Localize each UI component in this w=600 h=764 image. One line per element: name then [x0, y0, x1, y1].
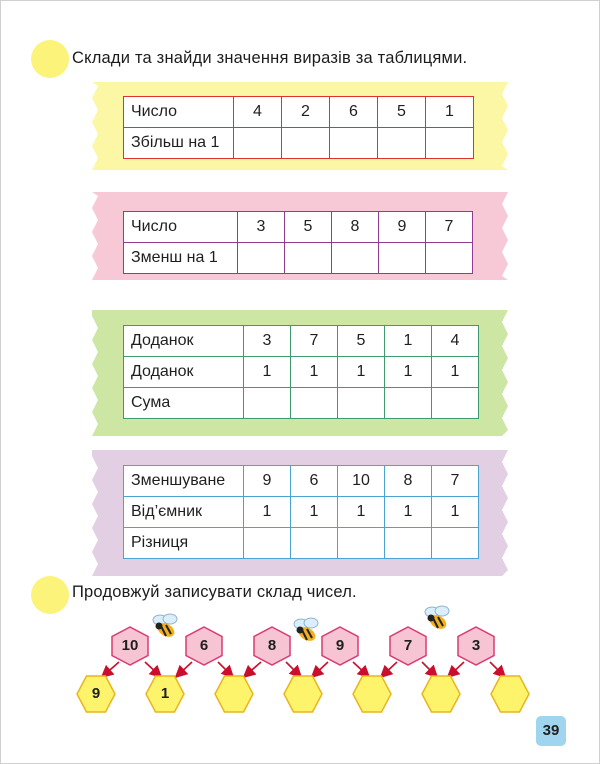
- top-number-hex: [455, 625, 497, 667]
- hex-value: 3: [471, 637, 481, 654]
- hex-value: [282, 673, 324, 715]
- table-cell: 1: [244, 357, 291, 388]
- table-cell: 1: [385, 497, 432, 528]
- table-cell: 7: [432, 466, 479, 497]
- table-cell: 2: [282, 97, 330, 128]
- table-cell: 3: [244, 326, 291, 357]
- task2-title: Продовжуй записувати склад чисел.: [72, 583, 357, 601]
- bottom-number-hex[interactable]: [420, 673, 462, 715]
- bottom-number-hex[interactable]: [75, 673, 117, 715]
- bottom-number-hex[interactable]: [282, 673, 324, 715]
- table-cell: 5: [285, 212, 332, 243]
- hex-value: 9: [91, 685, 101, 702]
- table-cell: 6: [330, 97, 378, 128]
- table-cell: 1: [244, 497, 291, 528]
- table-cell: 1: [385, 326, 432, 357]
- table-cell: 1: [338, 357, 385, 388]
- table-cell: 1: [291, 497, 338, 528]
- hex-value: 10: [121, 637, 139, 654]
- hex-value: [489, 673, 531, 715]
- hex-value: 8: [267, 637, 277, 654]
- table-cell: 4: [432, 326, 479, 357]
- row-label: Доданок: [124, 326, 244, 357]
- hex-value: 9: [335, 637, 345, 654]
- hex-value: [420, 673, 462, 715]
- hex-value: 6: [199, 637, 209, 654]
- row-label: Сума: [124, 388, 244, 419]
- row-label: Зменшуване: [124, 466, 244, 497]
- table-cell: 1: [432, 357, 479, 388]
- bottom-number-hex[interactable]: [489, 673, 531, 715]
- table-cell: 8: [385, 466, 432, 497]
- table-cell: 1: [426, 97, 474, 128]
- row-label: Різниця: [124, 528, 244, 559]
- bottom-number-hex[interactable]: [144, 673, 186, 715]
- hex-value: 1: [160, 685, 170, 702]
- page-number-badge: 39: [536, 716, 566, 746]
- table-cell: 9: [379, 212, 426, 243]
- row-label: Збільш на 1: [124, 128, 234, 159]
- table-cell: 9: [244, 466, 291, 497]
- table-cell: 4: [234, 97, 282, 128]
- table-cell: 1: [291, 357, 338, 388]
- table-cell: 3: [238, 212, 285, 243]
- table-cell: 8: [332, 212, 379, 243]
- row-label: Від’ємник: [124, 497, 244, 528]
- top-number-hex: [319, 625, 361, 667]
- top-number-hex: [251, 625, 293, 667]
- table-cell: 1: [432, 497, 479, 528]
- bee-icon: [150, 612, 182, 640]
- hex-value: [213, 673, 255, 715]
- top-number-hex: [183, 625, 225, 667]
- table-cell: 6: [291, 466, 338, 497]
- task1-title: Склади та знайди значення виразів за таблицями.: [72, 49, 468, 67]
- table-cell: 7: [426, 212, 473, 243]
- hex-value: 7: [403, 637, 413, 654]
- bottom-number-hex[interactable]: [213, 673, 255, 715]
- table-cell: 1: [338, 497, 385, 528]
- table-cell: 5: [378, 97, 426, 128]
- bottom-number-hex[interactable]: [351, 673, 393, 715]
- table-cell: 7: [291, 326, 338, 357]
- bee-icon: [291, 616, 323, 644]
- row-label: Число: [124, 212, 238, 243]
- row-label: Зменш на 1: [124, 243, 238, 274]
- row-label: Доданок: [124, 357, 244, 388]
- bee-icon: [422, 604, 454, 632]
- table-cell: 10: [338, 466, 385, 497]
- row-label: Число: [124, 97, 234, 128]
- table-cell: 5: [338, 326, 385, 357]
- hex-value: [351, 673, 393, 715]
- table-cell: 1: [385, 357, 432, 388]
- top-number-hex: [109, 625, 151, 667]
